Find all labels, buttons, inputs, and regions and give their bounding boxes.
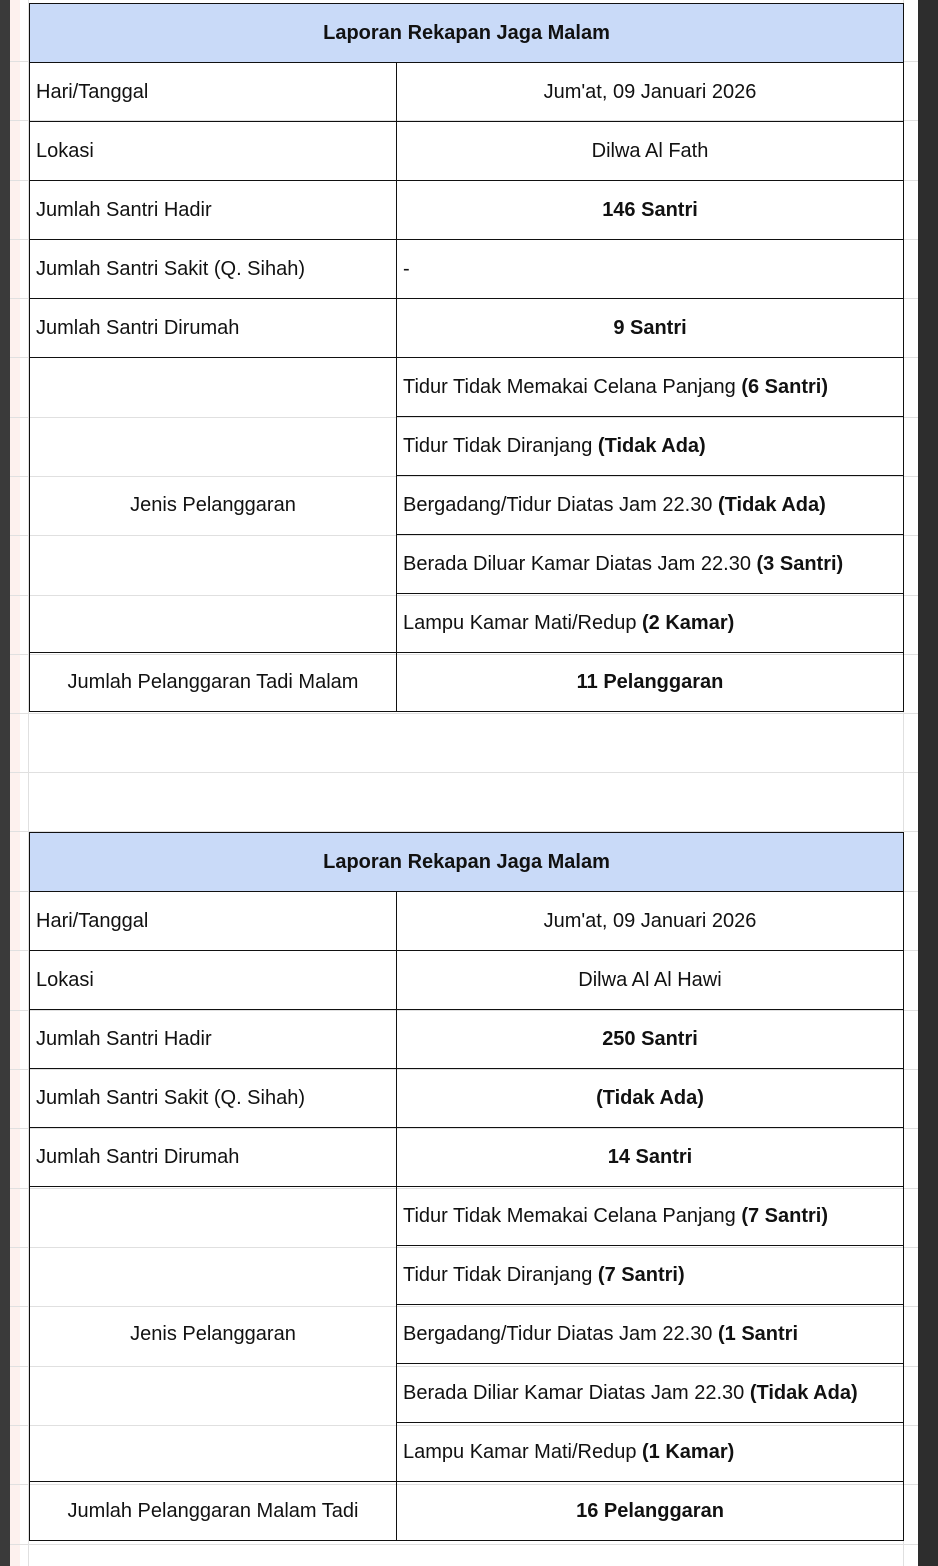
violation-item: Tidur Tidak Memakai Celana Panjang (6 Santri): [397, 358, 904, 417]
row-total: [30, 1482, 904, 1541]
row-pelanggaran: [30, 358, 904, 417]
value-dirumah: 14 Santri: [397, 1128, 904, 1187]
label-total: Jumlah Pelanggaran Tadi Malam: [30, 653, 397, 712]
row-sakit: [30, 1069, 904, 1128]
row-lokasi: [30, 951, 904, 1010]
violation-item: Tidur Tidak Memakai Celana Panjang (7 Santri): [397, 1187, 904, 1246]
label-total: Jumlah Pelanggaran Malam Tadi: [30, 1482, 397, 1541]
label-lokasi: Lokasi: [30, 951, 397, 1010]
row-tanggal: [30, 63, 904, 122]
violation-item: Lampu Kamar Mati/Redup (2 Kamar): [397, 594, 904, 653]
value-hadir: 250 Santri: [397, 1010, 904, 1069]
label-pelanggaran: Jenis Pelanggaran: [30, 1187, 397, 1482]
row-dirumah: [30, 299, 904, 358]
row-sakit: [30, 240, 904, 299]
row-total: [30, 653, 904, 712]
spreadsheet-canvas: [10, 0, 918, 1566]
value-dirumah: 9 Santri: [397, 299, 904, 358]
value-lokasi: Dilwa Al Fath: [397, 122, 904, 181]
value-sakit: (Tidak Ada): [397, 1069, 904, 1128]
value-total: 11 Pelanggaran: [397, 653, 904, 712]
row-dirumah: [30, 1128, 904, 1187]
value-hadir: 146 Santri: [397, 181, 904, 240]
value-sakit: -: [397, 240, 904, 299]
row-header-strip: [10, 0, 20, 1566]
label-hadir: Jumlah Santri Hadir: [30, 1010, 397, 1069]
value-total: 16 Pelanggaran: [397, 1482, 904, 1541]
label-pelanggaran: Jenis Pelanggaran: [30, 358, 397, 653]
value-tanggal: Jum'at, 09 Januari 2026: [397, 63, 904, 122]
row-hadir: [30, 181, 904, 240]
label-sakit: Jumlah Santri Sakit (Q. Sihah): [30, 240, 397, 299]
label-tanggal: Hari/Tanggal: [30, 63, 397, 122]
label-dirumah: Jumlah Santri Dirumah: [30, 1128, 397, 1187]
report-table-1: [29, 3, 904, 712]
violation-item: Lampu Kamar Mati/Redup (1 Kamar): [397, 1423, 904, 1482]
value-lokasi: Dilwa Al Al Hawi: [397, 951, 904, 1010]
violation-item: Bergadang/Tidur Diatas Jam 22.30 (Tidak Ada): [397, 476, 904, 535]
label-sakit: Jumlah Santri Sakit (Q. Sihah): [30, 1069, 397, 1128]
violation-item: Tidur Tidak Diranjang (Tidak Ada): [397, 417, 904, 476]
violation-item: Tidur Tidak Diranjang (7 Santri): [397, 1246, 904, 1305]
label-hadir: Jumlah Santri Hadir: [30, 181, 397, 240]
row-pelanggaran: [30, 1187, 904, 1246]
label-tanggal: Hari/Tanggal: [30, 892, 397, 951]
value-tanggal: Jum'at, 09 Januari 2026: [397, 892, 904, 951]
violation-item: Bergadang/Tidur Diatas Jam 22.30 (1 Santri: [397, 1305, 904, 1364]
report-table-2: [29, 832, 904, 1541]
window-edge: [918, 0, 938, 1566]
row-hadir: [30, 1010, 904, 1069]
label-lokasi: Lokasi: [30, 122, 397, 181]
report-title: Laporan Rekapan Jaga Malam: [30, 833, 904, 892]
row-lokasi: [30, 122, 904, 181]
violation-item: Berada Diluar Kamar Diatas Jam 22.30 (3 Santri): [397, 535, 904, 594]
row-tanggal: [30, 892, 904, 951]
report-title: Laporan Rekapan Jaga Malam: [30, 4, 904, 63]
label-dirumah: Jumlah Santri Dirumah: [30, 299, 397, 358]
violation-item: Berada Diliar Kamar Diatas Jam 22.30 (Tidak Ada): [397, 1364, 904, 1423]
